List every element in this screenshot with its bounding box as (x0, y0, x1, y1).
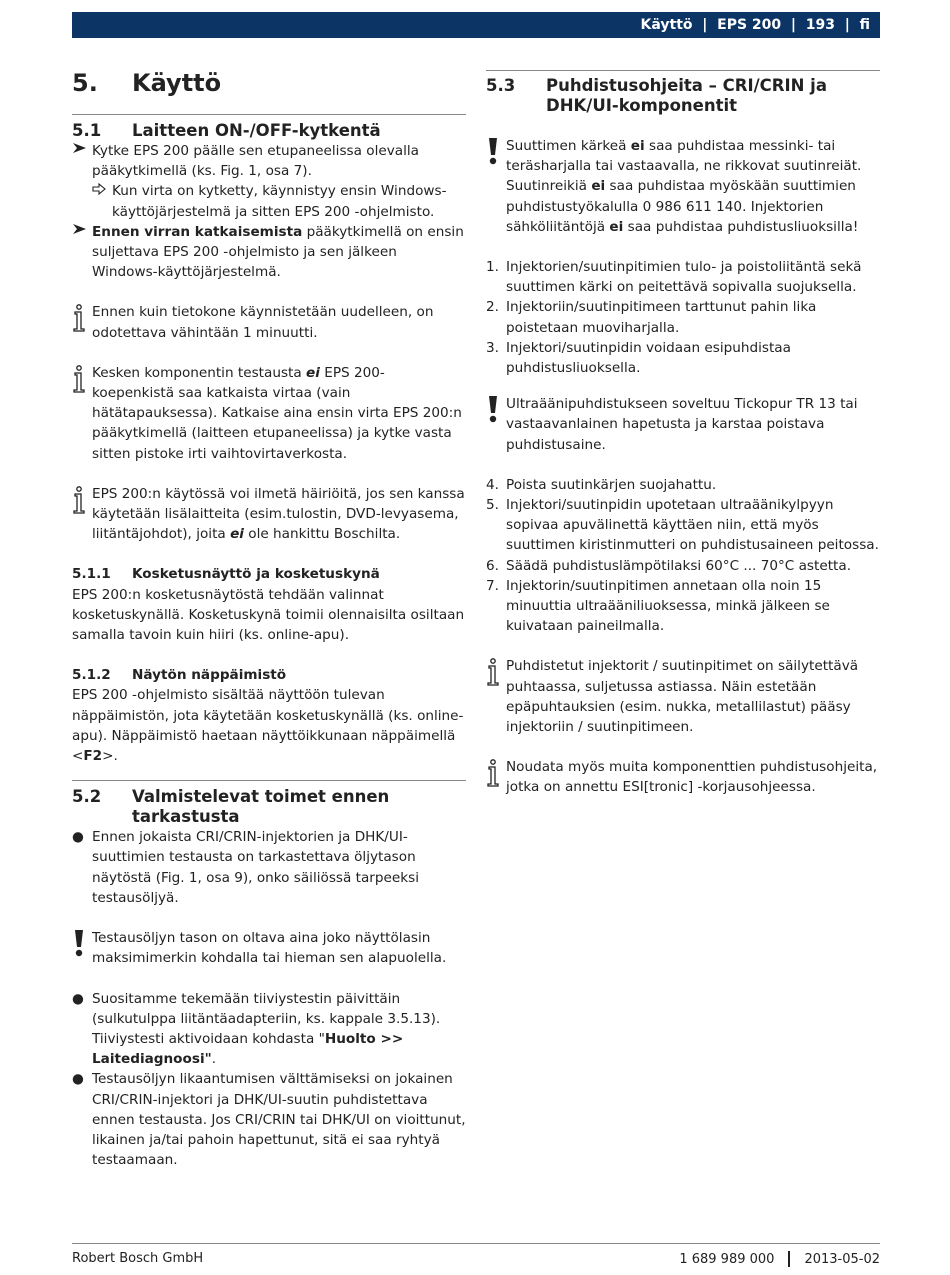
section-number: 5.2 (72, 787, 102, 807)
note-text: Puhdistetut injektorit / suutinpitimet on säilytettävä puhtaassa, suljetussa astiassa. Näin estetään epäpuhtauksien (esim. nukka, metallilastut) pääsy injektoriin / suutinpitimeen. (506, 658, 859, 736)
section-5-3-heading (486, 70, 880, 116)
info-note (72, 302, 466, 342)
section-5-1-1-heading (72, 564, 466, 584)
step-item (486, 338, 880, 378)
warning-note (72, 928, 466, 968)
step-item (486, 495, 880, 556)
result-text: Kun virta on kytketty, käynnistyy ensin Windows-käyttöjärjestelmä ja sitten EPS 200 -ohjelmisto. (112, 183, 447, 220)
result-item (72, 181, 466, 221)
step-number: 5. (486, 497, 499, 514)
footer-divider (72, 1243, 880, 1244)
instruction-item (72, 141, 466, 181)
note-part: ole hankittu Boschilta. (243, 526, 401, 543)
key-label: F2 (83, 748, 103, 765)
chapter-number: 5. (72, 69, 98, 97)
warning-part: saa puhdistaa puhdistusliuoksilla! (623, 218, 859, 235)
instruction-text (92, 222, 466, 283)
bold-text: Ennen virran katkaisemista (92, 223, 303, 240)
bullet-text: Testausöljyn likaantumisen välttämiseksi on jokainen CRI/CRIN-injektori ja DHK/UI-suutin puhdistettava ennen testausta. Jos CRI/CRIN tai DHK/UI on vioittunut, likainen ja/tai pahoin hapettunut, sitä ei saa ryhtyä testaamaan. (92, 1071, 466, 1169)
step-item (486, 475, 880, 495)
step-text: Injektori/suutinpidin voidaan esipuhdistaa puhdistusliuoksella. (506, 339, 791, 377)
section-5-2-heading (72, 780, 466, 827)
step-text: Injektorin/suutinpitimen annetaan olla noin 15 minuuttia ultraääniliuoksessa, minkä jälkeen se kuivataan paineilmalla. (506, 577, 830, 635)
note-text: Ennen kuin tietokone käynnistetään uudelleen, on odotettava vähintään 1 minuutti. (92, 304, 434, 341)
bullet-icon: ● (72, 990, 84, 1007)
result-arrow-icon (92, 181, 112, 221)
note-part: Kesken komponentin testausta (92, 364, 307, 381)
step-number: 7. (486, 577, 499, 594)
warning-text: Testausöljyn tason on oltava aina joko näyttölasin maksimimerkin kohdalla tai hieman sen alapuolella. (92, 930, 447, 967)
footer-company: Robert Bosch GmbH (72, 1251, 204, 1266)
bullet-icon: ● (72, 829, 84, 846)
section-title: Kosketusnäyttö ja kosketuskynä (132, 566, 380, 583)
instruction-text: Kytke EPS 200 päälle sen etupaneelissa olevalla pääkytkimellä (ks. Fig. 1, osa 7). (92, 143, 419, 180)
bold-text: ei (591, 178, 606, 195)
paragraph: EPS 200:n kosketusnäytöstä tehdään valinnat kosketuskynällä. Kosketuskynä toimii olennaisilta osiltaan samalla tavoin kuin hiiri (ks. online-apu). (72, 586, 465, 644)
bullet-icon: ● (72, 1071, 84, 1088)
arrow-icon (72, 141, 92, 181)
emphasis-text: ei (230, 526, 244, 543)
step-number: 1. (486, 259, 499, 276)
info-note (72, 484, 466, 545)
instruction-item (72, 222, 466, 283)
page-header: Käyttö | EPS 200 | 193 | fi (72, 12, 880, 38)
step-number: 4. (486, 476, 499, 493)
paragraph-part: EPS 200 -ohjelmisto sisältää näyttöön tulevan näppäimistön, jota käytetään kosketuskynällä (ks. online-apu). Näppäimistö haetaan näyttöikkunaan näppäimellä < (72, 687, 464, 765)
info-icon (72, 363, 92, 464)
right-column (486, 64, 880, 798)
step-item (486, 297, 880, 337)
bullet-item (72, 827, 466, 908)
note-part: EPS 200-koepenkistä saa katkaista virtaa (vain hätätapauksessa). Katkaise aina ensin virta EPS 200:n pääkytkimellä (laitteen etupaneelissa) ja kytke vasta sitten pistoke irti vaihtovirtaverkosta. (92, 364, 462, 462)
footer-separator (788, 1251, 790, 1267)
step-item (486, 576, 880, 637)
info-note (486, 757, 880, 797)
bullet-text (92, 989, 466, 1070)
step-number: 3. (486, 339, 499, 356)
section-title: Näytön näppäimistö (132, 667, 287, 684)
footer-info (679, 1251, 880, 1267)
note-part: EPS 200:n käytössä voi ilmetä häiriöitä, jos sen kanssa käytetään lisälaitteita (esim.tulostin, DVD-levyasema, liitäntäjohdot), joita (92, 485, 465, 543)
footer-docnum: 1 689 989 000 (679, 1251, 775, 1267)
instruction-rest: pääkytkimellä on ensin suljettava EPS 200 -ohjelmisto ja sen jälkeen Windows-käyttöjärjestelmä. (92, 223, 464, 281)
left-column (72, 64, 466, 1170)
header-section: Käyttö (640, 17, 693, 33)
paragraph-part: >. (102, 748, 118, 765)
step-item (486, 257, 880, 297)
info-icon (486, 656, 506, 737)
step-text: Injektori/suutinpidin upotetaan ultraäänikylpyyn sopivaa apuvälinettä käyttäen niin, että myös suuttimen kiristinmutteri on puhdistusaineen peitossa. (506, 497, 879, 554)
section-number: 5.1 (72, 121, 102, 140)
step-text: Injektorien/suutinpitimien tulo- ja poistoliitäntä sekä suuttimen kärki on peitettävä sopivalla suojuksella. (506, 259, 862, 296)
section-number: 5.1.2 (72, 667, 111, 684)
emphasis-text: ei (306, 364, 320, 381)
section-title: Valmistelevat toimet ennen tarkastusta (132, 787, 390, 827)
info-note (486, 656, 880, 737)
note-text (92, 484, 466, 545)
warning-part: saa puhdistaa messinki- tai teräsharjalla tai vastaavalla, ne rikkovat suutinreiät. Suutinreikiä (506, 138, 862, 195)
step-text: Poista suutinkärjen suojahattu. (506, 476, 717, 493)
bold-text: Huolto >> Laitediagnoosi" (92, 1030, 404, 1068)
warning-note (486, 394, 880, 455)
note-text: Noudata myös muita komponenttien puhdistusohjeita, jotka on annettu ESI[tronic] -korjausohjeessa. (506, 759, 878, 796)
step-text: Säädä puhdistuslämpötilaksi 60°C ... 70°C astetta. (506, 557, 852, 574)
warning-part: saa puhdistaa myöskään suuttimien puhdistustyökalulla 0 986 611 140. Injektorien sähköliitäntöjä (506, 178, 856, 235)
info-icon (486, 757, 506, 797)
chapter-title (72, 68, 466, 98)
section-number: 5.3 (486, 76, 516, 95)
warning-note (486, 136, 880, 237)
step-text: Injektoriin/suutinpitimeen tarttunut pahin lika poistetaan muoviharjalla. (506, 299, 817, 336)
section-number: 5.1.1 (72, 566, 111, 583)
info-icon (72, 302, 92, 342)
warning-icon (72, 928, 92, 968)
section-title: Laitteen ON-/OFF-kytkentä (132, 121, 381, 140)
warning-icon (486, 394, 506, 455)
arrow-icon (72, 222, 92, 283)
bold-text: ei (630, 138, 645, 154)
info-icon (72, 484, 92, 545)
step-item (486, 556, 880, 576)
bullet-text: Ennen jokaista CRI/CRIN-injektorien ja DHK/UI-suuttimien testausta on tarkastettava öljytason näytöstä (Fig. 1, osa 9), onko säiliössä tarpeeksi testausöljyä. (92, 829, 419, 906)
note-text (92, 363, 466, 464)
step-number: 6. (486, 557, 499, 574)
bullet-item (72, 989, 466, 1070)
info-note (72, 363, 466, 464)
header-product: EPS 200 (717, 17, 782, 33)
warning-icon (486, 136, 506, 237)
warning-text: Ultraäänipuhdistukseen soveltuu Tickopur TR 13 tai vastaavanlainen hapetusta ja karstaa poistava puhdistusaine. (506, 396, 858, 453)
section-title: Puhdistusohjeita – CRI/CRIN ja DHK/UI-komponentit (546, 76, 827, 115)
section-5-1-2-heading (72, 665, 466, 685)
bullet-part: Suositamme tekemään tiiviystestin päivittäin (sulkutulppa liitäntäadapteriin, ks. kappale 3.5.13). Tiiviystesti aktivoidaan kohdasta " (92, 990, 441, 1047)
bullet-part: . (211, 1051, 217, 1068)
chapter-text: Käyttö (132, 69, 222, 97)
warning-text (506, 136, 880, 237)
section-5-1-heading (72, 114, 466, 141)
paragraph (72, 685, 466, 766)
warning-part: Suuttimen kärkeä (506, 138, 631, 154)
header-lang: fi (859, 17, 870, 33)
header-page: 193 (805, 17, 835, 33)
step-number: 2. (486, 299, 499, 316)
bullet-item (72, 1069, 466, 1170)
bold-text: ei (609, 218, 624, 235)
footer-date: 2013-05-02 (804, 1251, 880, 1267)
